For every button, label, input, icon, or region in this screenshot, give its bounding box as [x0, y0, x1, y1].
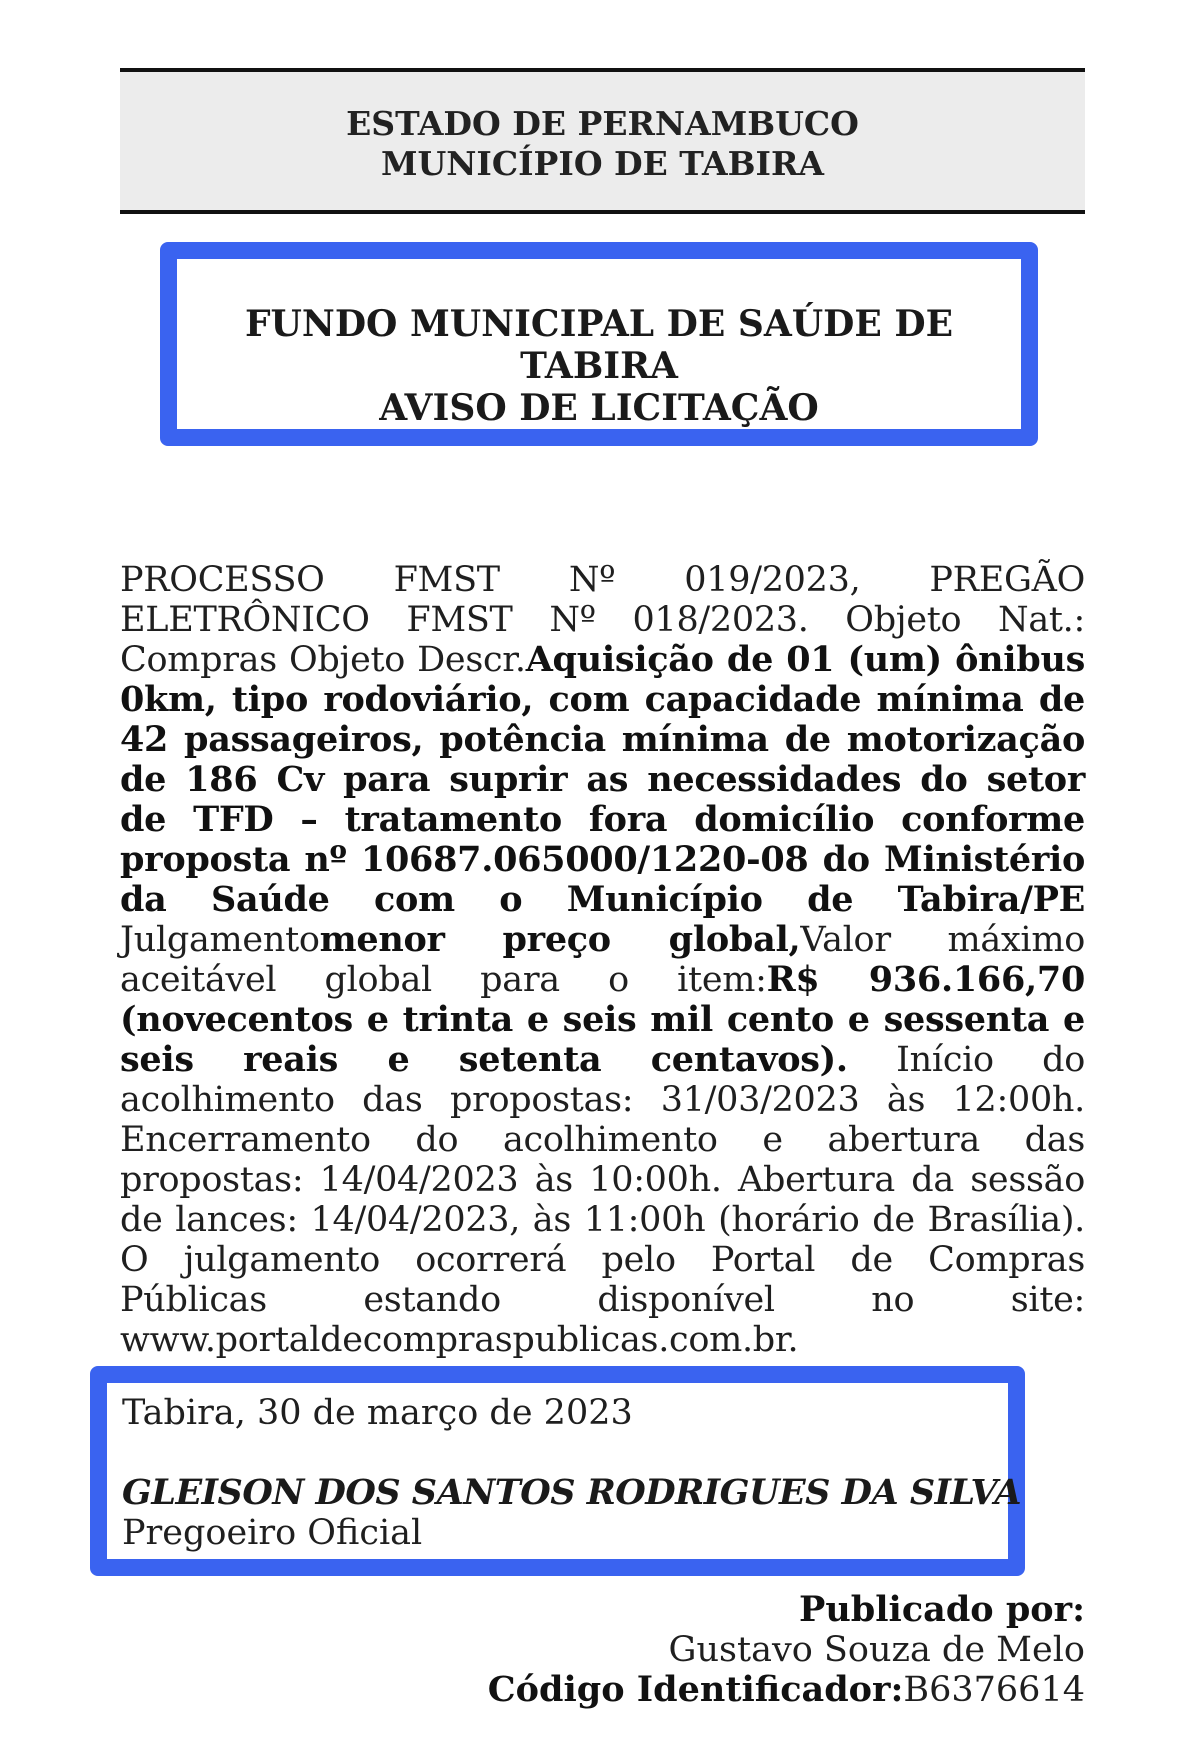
publisher-name: Gustavo Souza de Melo	[668, 1630, 1085, 1670]
title-highlight-box	[160, 242, 1038, 446]
municipality-name: MUNICÍPIO DE TABIRA	[380, 144, 825, 183]
judgment-label: Julgamento	[120, 920, 320, 960]
max-value: R$ 936.166,70 (novecentos e trinta e seis mil cento e sessenta e seis reais e setenta centavos).	[120, 959, 1085, 1080]
signatory-role: Pregoeiro Oficial	[122, 1513, 423, 1553]
notice-title: AVISO DE LICITAÇÃO	[379, 387, 819, 429]
published-by-label: Publicado por:	[799, 1589, 1085, 1630]
identifier-line	[488, 1670, 1085, 1710]
document-header	[120, 68, 1085, 214]
identifier-code: B6376614	[903, 1670, 1085, 1710]
fund-title: FUNDO MUNICIPAL DE SAÚDE DE TABIRA	[244, 303, 954, 387]
notice-body	[120, 560, 1085, 1360]
judgment-value: menor preço global,	[319, 919, 801, 960]
object-description: Aquisição de 01 (um) ônibus 0km, tipo rodoviário, com capacidade mínima de 42 passageiros, potência mínima de motorização de 186 Cv para suprir as necessidades do setor de TFD – tratamento fora domicílio conforme proposta nº 10687.065000/1220-08 do Ministério da Saúde com o Município de Tabira/PE	[120, 639, 1085, 920]
identifier-label: Código Identificador:	[487, 1669, 904, 1710]
signature-highlight-box	[90, 1366, 1025, 1576]
process-intro: PROCESSO FMST Nº 019/2023, PREGÃO ELETRÔNICO FMST Nº 018/2023. Objeto Nat.: Compras Objeto Descr.	[120, 560, 1085, 680]
signatory-name: GLEISON DOS SANTOS RODRIGUES DA SILVA	[122, 1472, 1022, 1513]
schedule-text: Início do acolhimento das propostas: 31/03/2023 às 12:00h. Encerramento do acolhimento e abertura das propostas: 14/04/2023 às 10:00h. Abertura da sessão de lances: 14/04/2023, às 11:00h (horário de Brasília). O julgamento ocorrerá pelo Portal de Compras Públicas estando disponível no site: www.portaldecompraspublicas.com.br.	[120, 1040, 1085, 1360]
place-date: Tabira, 30 de março de 2023	[122, 1393, 633, 1433]
publication-info	[488, 1590, 1085, 1710]
max-value-label: Valor máximo aceitável global para o item:	[120, 920, 1085, 1000]
state-name: ESTADO DE PERNAMBUCO	[346, 104, 859, 143]
